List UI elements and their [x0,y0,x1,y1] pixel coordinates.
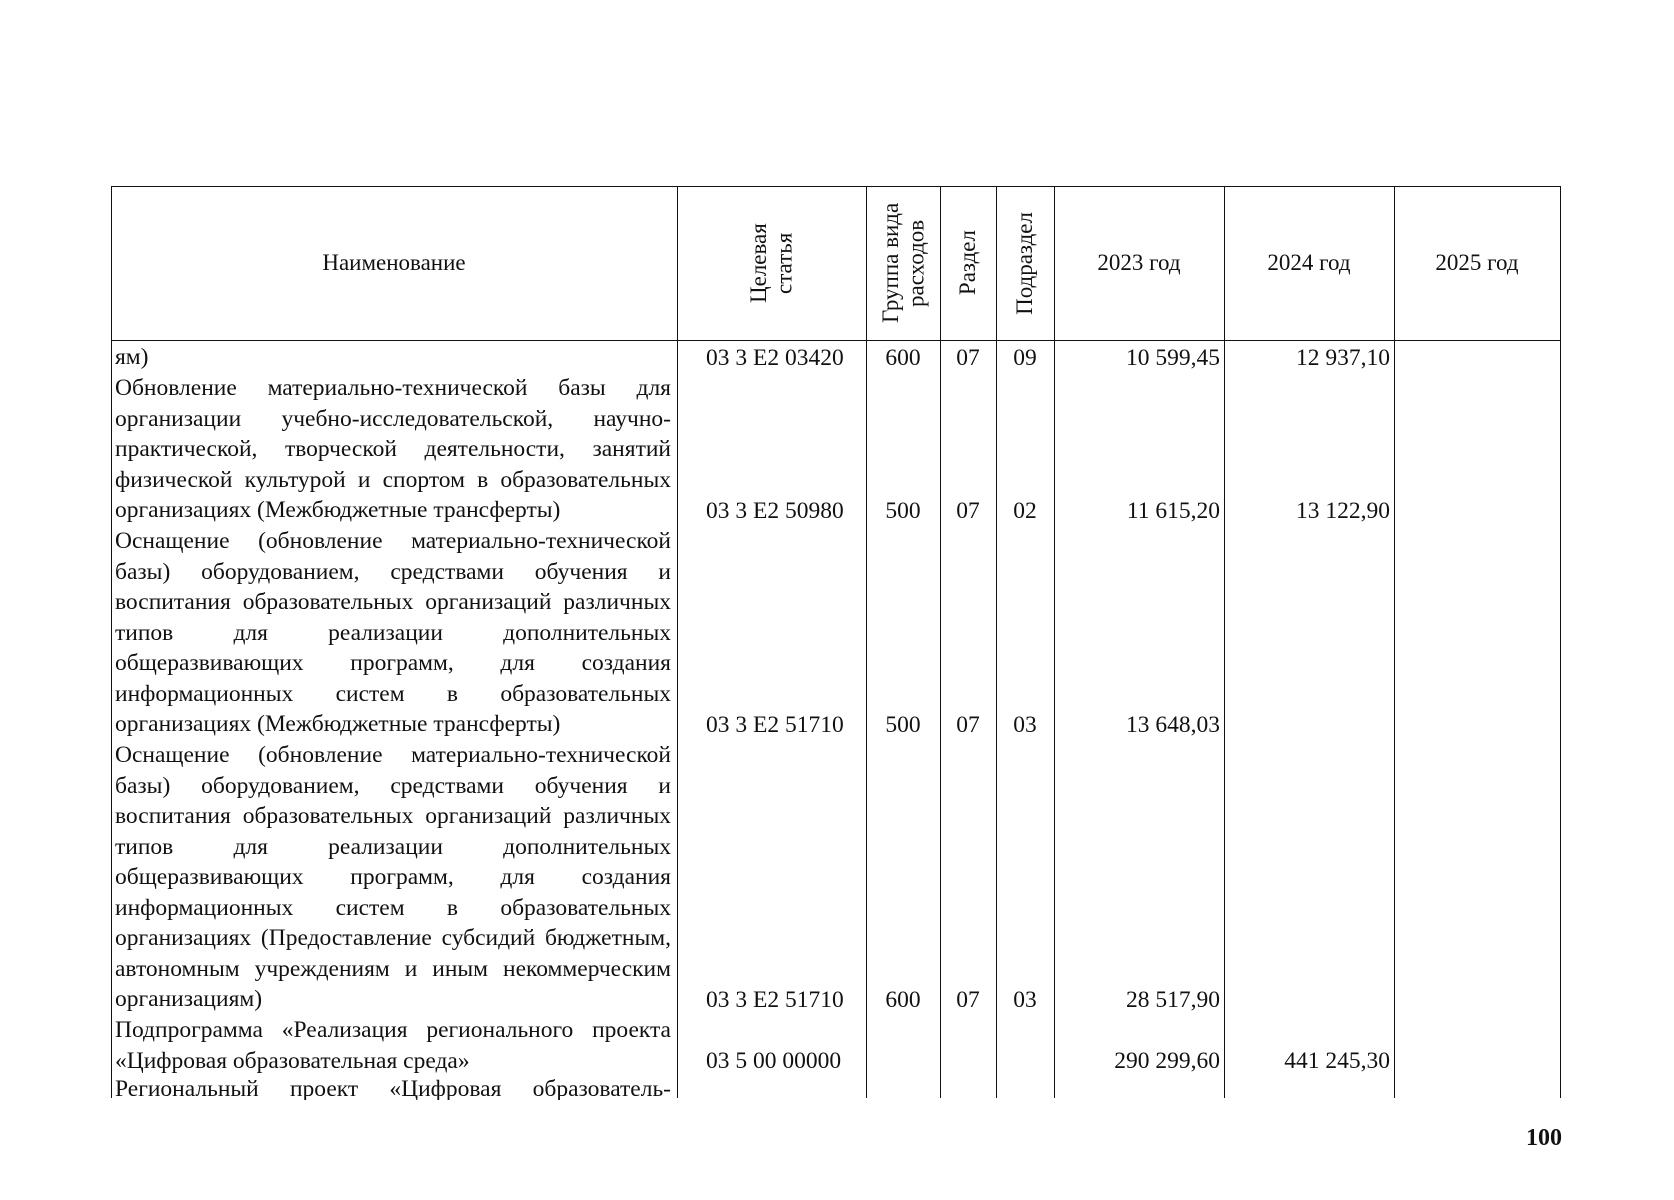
row-name: Оснащение (обновление материально-технической базы) оборудованием, средствами обучения и воспитания образовательных организаций различных типов для реализации дополнительных общеразвивающих программ, для создания информационных систем в образовательных организациях (Предоставление субсидий бюджетным, автономным учреждениям и иным некоммерческим организациям) [115,742,671,1012]
row-2023-value: 11 615,20 [1126,497,1220,524]
row-2023-value: 10 599,45 [1126,344,1220,371]
header-2023 [1054,186,1224,340]
row-name: Подпрограмма «Реализация регионального проекта «Цифровая образовательная среда» [115,1017,671,1074]
table-row [111,373,1561,526]
table-row [111,1074,1561,1100]
row-subsection: 03 [1013,986,1037,1013]
header-target-label: Целевая статья [746,223,797,303]
row-2024-value: 12 937,10 [1296,344,1390,371]
header-name-label: Наименование [322,250,466,275]
header-2025-label: 2025 год [1435,250,1519,275]
header-group [866,186,940,340]
row-section: 07 [956,711,980,738]
table-row [111,740,1561,1015]
row-section: 07 [956,986,980,1013]
table-row [111,342,1561,373]
row-name: ям) [115,344,149,370]
header-section-label: Раздел [955,230,981,296]
row-name: Оснащение (обновление материально-технической базы) оборудованием, средствами обучения и воспитания образовательных организаций различных типов для реализации дополнительных общеразвивающих программ, для создания информационных систем в образовательных организациях (Межбюджетные трансферты) [115,528,671,737]
row-expense-group: 500 [885,497,921,524]
table-row [111,1015,1561,1076]
row-2023-value: 13 648,03 [1126,711,1220,738]
header-group-label: Группа вида расходов [877,202,928,324]
row-2023-value: 28 517,90 [1126,986,1220,1013]
row-name: Региональный проект «Цифровая образователь- [115,1076,671,1100]
header-2024-label: 2024 год [1267,250,1351,275]
header-2023-label: 2023 год [1097,250,1181,275]
header-bottom-border [111,340,1561,341]
row-target-code: 03 3 E2 51710 [706,711,844,738]
budget-table [111,186,1561,1098]
row-target-code: 03 3 E2 51710 [706,986,844,1013]
row-expense-group: 600 [885,344,921,371]
table-row [111,526,1561,740]
header-section [940,186,996,340]
row-2023-value: 290 299,60 [1114,1047,1220,1074]
header-target [677,186,866,340]
header-2025 [1394,186,1560,340]
header-name [111,186,677,340]
row-subsection: 03 [1013,711,1037,738]
row-subsection: 02 [1013,497,1037,524]
page-number: 100 [1526,1125,1562,1151]
row-target-code: 03 3 E2 50980 [706,497,844,524]
row-2024-value: 441 245,30 [1284,1047,1390,1074]
header-subsection-label: Подраздел [1012,211,1038,315]
row-name: Обновление материально-технической базы для организации учебно-исследовательской, научно-практической, творческой деятельности, занятий физической культурой и спортом в образовательных организациях (Межбюджетные трансферты) [115,375,671,523]
row-section: 07 [956,344,980,371]
header-subsection [996,186,1054,340]
row-target-code: 03 5 00 00000 [706,1047,842,1074]
row-target-code: 03 3 E2 03420 [706,344,844,371]
row-expense-group: 500 [885,711,921,738]
header-2024 [1224,186,1394,340]
row-2024-value: 13 122,90 [1296,497,1390,524]
row-subsection: 09 [1013,344,1037,371]
row-section: 07 [956,497,980,524]
row-expense-group: 600 [885,986,921,1013]
